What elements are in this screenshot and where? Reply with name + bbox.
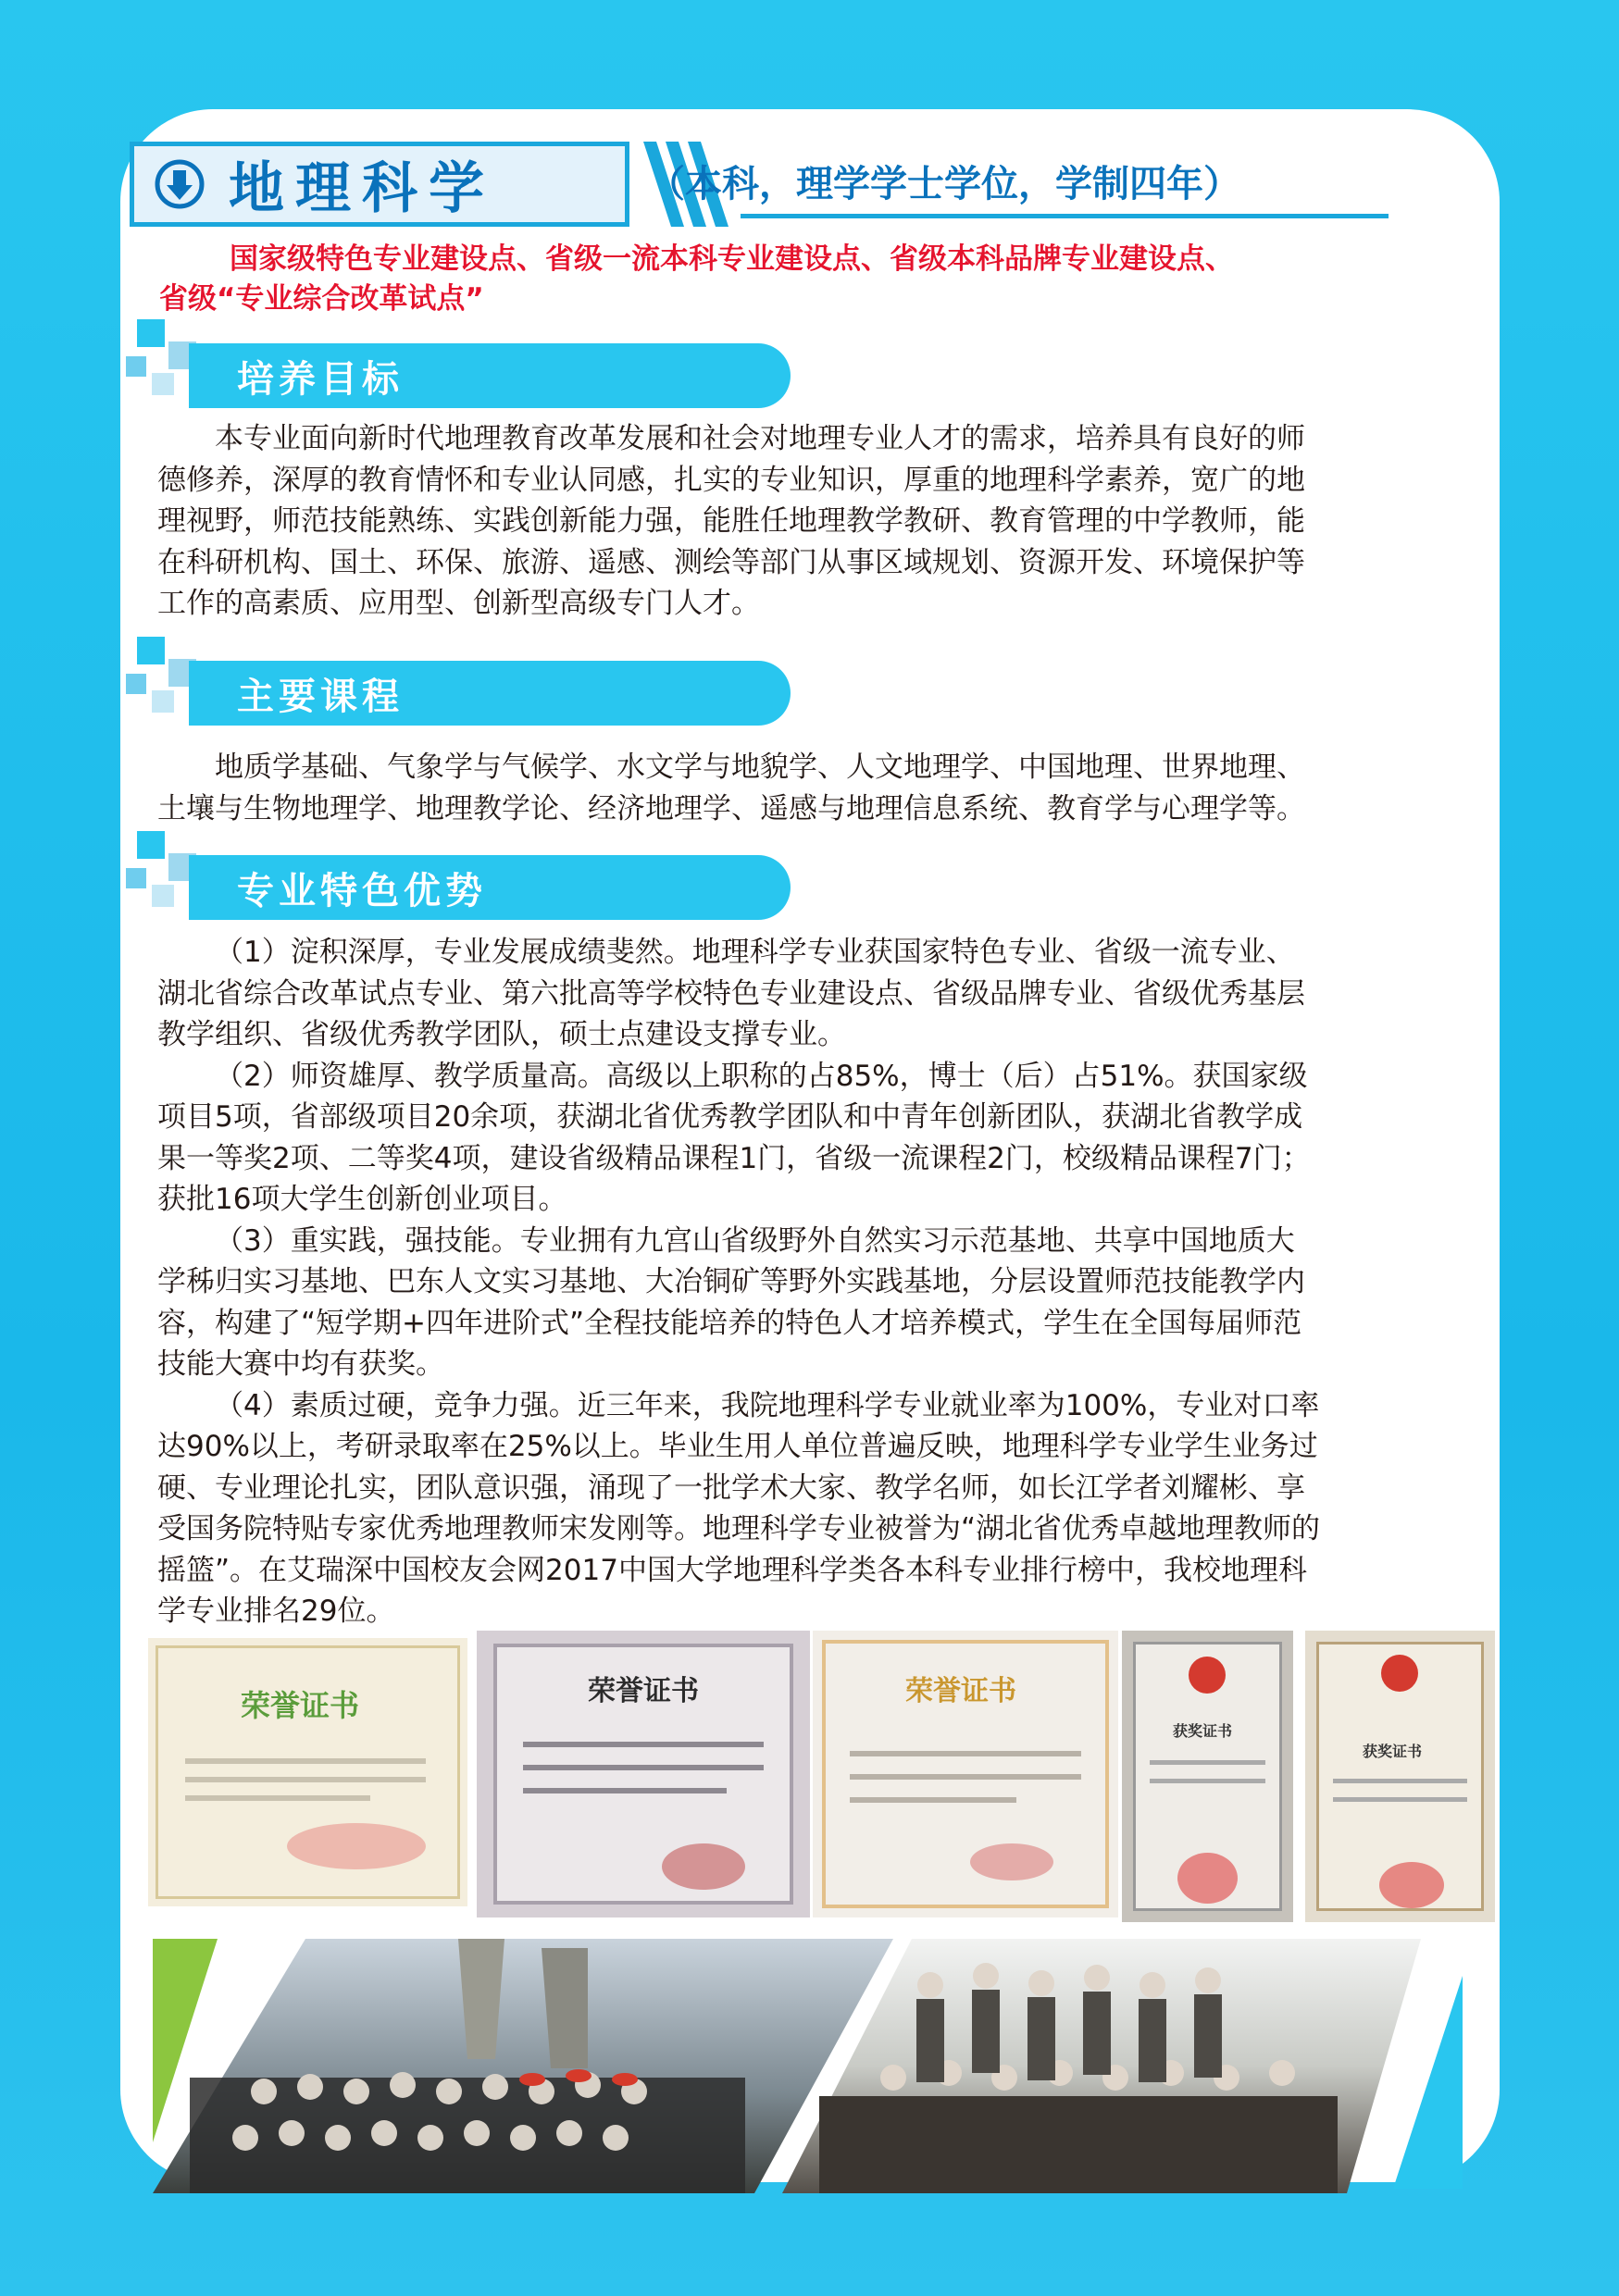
courses-text xyxy=(157,747,1472,829)
field-trip-photo-collage xyxy=(153,1939,1463,2193)
certificate-photo-4 xyxy=(1122,1631,1293,1922)
text-line: 技能大赛中均有获奖。 xyxy=(157,1347,444,1381)
text-line: 达90%以上，考研录取率在25%以上。毕业生用人单位普遍反映，地理科学专业学生业务过 xyxy=(157,1430,1318,1463)
honors-line-1: 国家级特色专业建设点、省级一流本科专业建设点、省级本科品牌专业建设点、 xyxy=(230,242,1234,276)
text-line: （3）重实践，强技能。专业拥有九宫山省级野外自然实习示范基地、共享中国地质大 xyxy=(215,1223,1295,1258)
certificate-title: 获奖证书 xyxy=(1363,1743,1423,1760)
certificate-title: 荣誉证书 xyxy=(241,1688,360,1723)
blue-accent-triangle xyxy=(1393,1976,1463,2189)
section-title-courses: 主要课程 xyxy=(189,661,791,726)
text-line: 学秭归实习基地、巴东人文实习基地、大冶铜矿等野外实践基地，分层设置师范技能教学内 xyxy=(157,1265,1305,1298)
text-line: 受国务院特贴专家优秀地理教师宋发刚等。地理科学专业被誉为“湖北省优秀卓越地理教师的 xyxy=(157,1512,1321,1545)
text-line: 地质学基础、气象学与气候学、水文学与地貌学、人文地理学、中国地理、世界地理、 xyxy=(215,751,1305,784)
text-line: 德修养，深厚的教育情怀和专业认同感，扎实的专业知识，厚重的地理科学素养，宽广的地 xyxy=(157,463,1305,497)
certificate-photo-1 xyxy=(148,1638,467,1906)
page-subtitle: （本科，理学学士学位，学制四年） xyxy=(648,163,1240,205)
certificate-title: 荣誉证书 xyxy=(905,1675,1016,1707)
down-arrow-icon xyxy=(155,159,205,209)
text-line: 项目5项，省部级项目20余项，获湖北省优秀教学团队和中青年创新团队，获湖北省教学成 xyxy=(157,1100,1303,1134)
text-line: 在科研机构、国土、环保、旅游、遥感、测绘等部门从事区域规划、资源开发、环境保护等 xyxy=(157,545,1305,579)
advantages-text xyxy=(157,932,1472,1632)
certificate-photo-5 xyxy=(1305,1631,1495,1922)
goals-text xyxy=(157,418,1472,625)
section-title-goals: 培养目标 xyxy=(189,343,791,408)
text-line: 获批16项大学生创新创业项目。 xyxy=(157,1183,567,1216)
honors-line-2: 省级“专业综合改革试点” xyxy=(159,282,484,316)
section-title-advantages: 专业特色优势 xyxy=(189,855,791,920)
text-line: 果一等奖2项、二等奖4项，建设省级精品课程1门，省级一流课程2门，校级精品课程7门； xyxy=(157,1141,1311,1175)
text-line: 容，构建了“短学期+四年进阶式”全程技能培养的特色人才培养模式，学生在全国每届师范 xyxy=(157,1306,1302,1340)
text-line: 硬、专业理论扎实，团队意识强，涌现了一批学术大家、教学名师，如长江学者刘耀彬、享 xyxy=(157,1471,1305,1505)
text-line: 湖北省综合改革试点专业、第六批高等学校特色专业建设点、省级品牌专业、省级优秀基层 xyxy=(157,976,1305,1011)
certificate-photo-2 xyxy=(477,1631,810,1917)
section-goals-header xyxy=(126,319,848,421)
text-line: （4）素质过硬，竞争力强。近三年来，我院地理科学专业就业率为100%，专业对口率 xyxy=(215,1388,1320,1422)
section-courses-header xyxy=(126,637,848,738)
text-line: 土壤与生物地理学、地理教学论、经济地理学、遥感与地理信息系统、教育学与心理学等。 xyxy=(157,791,1305,825)
text-line: 学专业排名29位。 xyxy=(157,1595,395,1628)
text-line: 本专业面向新时代地理教育改革发展和社会对地理专业人才的需求，培养具有良好的师 xyxy=(215,422,1305,455)
title-box xyxy=(130,142,629,227)
text-line: 摇篮”。在艾瑞深中国校友会网2017中国大学地理科学类各本科专业排行榜中，我校地理科 xyxy=(157,1553,1307,1587)
text-line: 教学组织、省级优秀教学团队，硕士点建设支撑专业。 xyxy=(157,1018,846,1051)
certificate-title: 荣誉证书 xyxy=(588,1675,699,1707)
title-underline xyxy=(741,214,1389,218)
text-line: 工作的高素质、应用型、创新型高级专门人才。 xyxy=(157,587,760,620)
page-title: 地理科学 xyxy=(229,156,495,221)
text-line: 理视野，师范技能熟练、实践创新能力强，能胜任地理教学教研、教育管理的中学教师，能 xyxy=(157,504,1305,538)
certificate-photo-3 xyxy=(813,1631,1118,1917)
certificate-title: 获奖证书 xyxy=(1173,1722,1233,1740)
text-line: （1）淀积深厚，专业发展成绩斐然。地理科学专业获国家特色专业、省级一流专业、 xyxy=(215,936,1295,969)
section-advantages-header xyxy=(126,831,848,933)
text-line: （2）师资雄厚、教学质量高。高级以上职称的占85%，博士（后）占51%。获国家级 xyxy=(215,1059,1308,1093)
